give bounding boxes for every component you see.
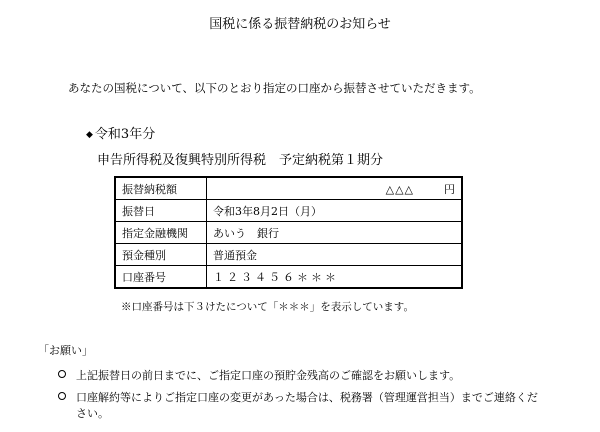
amount-label: 振替納税額 <box>115 177 207 200</box>
date-value: 令和3年8月2日（月） <box>207 200 463 222</box>
account-number-value: １２３４５６＊＊＊ <box>207 266 463 289</box>
intro-text: あなたの国税について、以下のとおり指定の口座から振替させていただきます。 <box>68 81 481 95</box>
table-row <box>115 200 462 222</box>
request-item <box>58 389 538 405</box>
transfer-details-table <box>114 176 463 289</box>
request-item-text: 口座解約等によりご指定口座の変更があった場合は、税務署（管理運営担当）までご連絡くだ <box>76 391 538 404</box>
request-item <box>58 367 460 383</box>
circle-bullet-icon <box>58 392 66 400</box>
year-heading-text: 令和3年分 <box>94 127 156 142</box>
table-row <box>115 266 462 289</box>
document-title: 国税に係る振替納税のお知らせ <box>209 17 391 32</box>
table-row <box>115 222 462 244</box>
amount-cell <box>207 177 463 200</box>
deposit-type-label: 預金種別 <box>115 244 207 266</box>
request-heading: 「お願い」 <box>38 344 93 357</box>
tax-name: 申告所得税及復興特別所得税 予定納税第１期分 <box>97 153 384 168</box>
amount-value: △△△ <box>385 182 414 196</box>
table-row <box>115 244 462 266</box>
diamond-bullet-icon: ◆ <box>86 130 93 140</box>
account-number-label: 口座番号 <box>115 266 207 289</box>
request-item-text: 上記振替日の前日までに、ご指定口座の預貯金残高のご確認をお願いします。 <box>76 369 461 382</box>
bank-value: あいう 銀行 <box>207 222 463 244</box>
circle-bullet-icon <box>58 370 66 378</box>
year-heading <box>86 123 155 142</box>
deposit-type-value: 普通預金 <box>207 244 463 266</box>
account-note: ※口座番号は下３けたについて「＊＊＊」を表示しています。 <box>121 301 414 313</box>
bank-label: 指定金融機関 <box>115 222 207 244</box>
request-item-continuation: さい。 <box>76 407 109 420</box>
date-label: 振替日 <box>115 200 207 222</box>
table-row <box>115 177 462 200</box>
amount-unit: 円 <box>444 182 455 196</box>
